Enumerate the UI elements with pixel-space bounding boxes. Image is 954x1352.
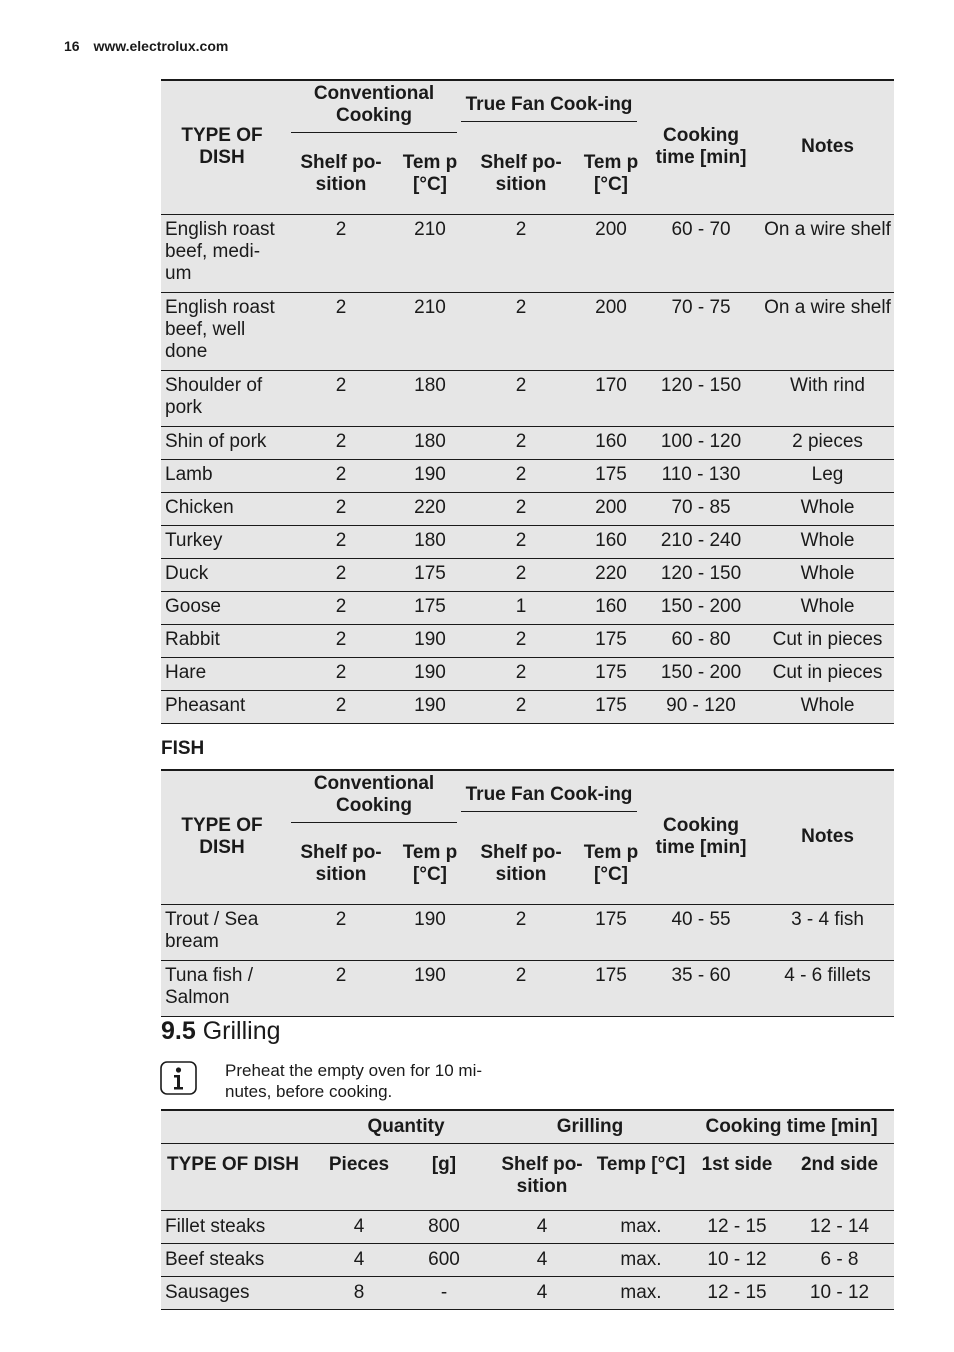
meat-cell-notes: Cut in pieces xyxy=(761,624,894,657)
meat-cell-fan-shelf: 2 xyxy=(461,214,581,292)
meat-cell-dish: Shoulder of pork xyxy=(161,370,283,426)
header-notes: Notes xyxy=(761,80,894,214)
fish-row xyxy=(161,904,894,960)
meat-row xyxy=(161,558,894,591)
meat-cell-notes: Cut in pieces xyxy=(761,657,894,690)
meat-cell-dish: Shin of pork xyxy=(161,426,283,459)
meat-cell-fan-temp: 175 xyxy=(581,690,641,723)
meat-cell-conv-temp: 190 xyxy=(399,459,461,492)
meat-cell-conv-shelf: 2 xyxy=(283,459,399,492)
meat-cell-notes: Whole xyxy=(761,492,894,525)
grill-cell-second: 10 - 12 xyxy=(785,1277,894,1310)
meat-cell-conv-temp: 190 xyxy=(399,624,461,657)
meat-cell-conv-temp: 180 xyxy=(399,370,461,426)
meat-cell-fan-temp: 200 xyxy=(581,292,641,370)
meat-cell-dish: Duck xyxy=(161,558,283,591)
meat-cell-conv-shelf: 2 xyxy=(283,591,399,624)
meat-cell-conv-temp: 180 xyxy=(399,426,461,459)
meat-cell-fan-shelf: 2 xyxy=(461,558,581,591)
fish-header-true-fan: True Fan Cook-ing xyxy=(461,770,641,824)
meat-cell-conv-shelf: 2 xyxy=(283,214,399,292)
grill-cell-temp: max. xyxy=(593,1211,689,1244)
grill-header-type-of-dish: TYPE OF DISH xyxy=(161,1144,321,1211)
fish-header-cooking-time: Cooking time [min] xyxy=(641,770,761,904)
grill-cell-grams: 600 xyxy=(397,1244,491,1277)
meat-cell-conv-temp: 175 xyxy=(399,558,461,591)
grill-cell-temp: max. xyxy=(593,1244,689,1277)
info-note: Preheat the empty oven for 10 mi-nutes, before cooking. xyxy=(225,1061,483,1101)
grill-row xyxy=(161,1211,894,1244)
fish-header-conventional: Conventional Cooking xyxy=(283,770,461,824)
header-type-of-dish: TYPE OF DISH xyxy=(161,80,283,214)
meat-cell-fan-temp: 170 xyxy=(581,370,641,426)
meat-cell-time: 70 - 75 xyxy=(641,292,761,370)
meat-cell-fan-temp: 200 xyxy=(581,492,641,525)
meat-cell-fan-shelf: 2 xyxy=(461,657,581,690)
fish-cell-fan-shelf: 2 xyxy=(461,904,581,960)
meat-cell-notes: 2 pieces xyxy=(761,426,894,459)
meat-cell-conv-temp: 220 xyxy=(399,492,461,525)
grill-header-pieces: Pieces xyxy=(321,1144,397,1211)
meat-cell-notes: Whole xyxy=(761,690,894,723)
grill-cell-second: 6 - 8 xyxy=(785,1244,894,1277)
grill-cell-first: 12 - 15 xyxy=(689,1277,785,1310)
fish-header-conv-temp: Tem p [°C] xyxy=(399,824,461,904)
meat-cell-conv-temp: 210 xyxy=(399,292,461,370)
meat-row xyxy=(161,591,894,624)
fish-cell-conv-temp: 190 xyxy=(399,960,461,1016)
meat-cell-dish: English roast beef, well done xyxy=(161,292,283,370)
grill-cell-dish: Beef steaks xyxy=(161,1244,321,1277)
fish-cell-dish: Trout / Sea bream xyxy=(161,904,283,960)
fish-cell-conv-temp: 190 xyxy=(399,904,461,960)
meat-cell-notes: On a wire shelf xyxy=(761,214,894,292)
grill-header-quantity: Quantity xyxy=(321,1110,491,1144)
meat-cell-fan-shelf: 2 xyxy=(461,292,581,370)
fish-cell-time: 35 - 60 xyxy=(641,960,761,1016)
meat-cell-conv-shelf: 2 xyxy=(283,292,399,370)
grill-header-first-side: 1st side xyxy=(689,1144,785,1211)
meat-cell-fan-temp: 175 xyxy=(581,624,641,657)
meat-cell-dish: English roast beef, medi-um xyxy=(161,214,283,292)
grill-header-grams: [g] xyxy=(397,1144,491,1211)
meat-cell-notes: Whole xyxy=(761,525,894,558)
header-fan-temp: Tem p [°C] xyxy=(581,134,641,214)
meat-cell-conv-temp: 180 xyxy=(399,525,461,558)
meat-cell-notes: With rind xyxy=(761,370,894,426)
meat-cell-fan-temp: 160 xyxy=(581,525,641,558)
grill-cell-first: 10 - 12 xyxy=(689,1244,785,1277)
grill-header-cooking-time: Cooking time [min] xyxy=(689,1110,894,1144)
grill-header-blank xyxy=(161,1110,321,1144)
fish-cell-notes: 3 - 4 fish xyxy=(761,904,894,960)
grill-cell-second: 12 - 14 xyxy=(785,1211,894,1244)
meat-cell-dish: Turkey xyxy=(161,525,283,558)
meat-cell-fan-shelf: 2 xyxy=(461,690,581,723)
meat-cell-notes: Leg xyxy=(761,459,894,492)
grill-cell-pieces: 8 xyxy=(321,1277,397,1310)
fish-cell-notes: 4 - 6 fillets xyxy=(761,960,894,1016)
meat-cell-conv-shelf: 2 xyxy=(283,657,399,690)
meat-cell-conv-shelf: 2 xyxy=(283,558,399,591)
grill-cell-temp: max. xyxy=(593,1277,689,1310)
meat-cell-conv-temp: 175 xyxy=(399,591,461,624)
fish-cooking-table xyxy=(161,769,894,1017)
fish-cell-fan-temp: 175 xyxy=(581,960,641,1016)
meat-cell-conv-shelf: 2 xyxy=(283,370,399,426)
meat-cell-dish: Chicken xyxy=(161,492,283,525)
fish-header-type-of-dish: TYPE OF DISH xyxy=(161,770,283,904)
meat-cell-time: 60 - 70 xyxy=(641,214,761,292)
meat-cell-conv-temp: 210 xyxy=(399,214,461,292)
page-number: 16 xyxy=(64,38,80,54)
meat-cell-conv-temp: 190 xyxy=(399,657,461,690)
meat-cell-notes: Whole xyxy=(761,558,894,591)
fish-cell-conv-shelf: 2 xyxy=(283,960,399,1016)
grill-cell-shelf: 4 xyxy=(491,1244,593,1277)
fish-heading: FISH xyxy=(161,738,205,759)
meat-cell-notes: On a wire shelf xyxy=(761,292,894,370)
section-label: Grilling xyxy=(202,1017,281,1045)
fish-cell-fan-temp: 175 xyxy=(581,904,641,960)
grill-header-shelf: Shelf po-sition xyxy=(491,1144,593,1211)
header-conv-shelf: Shelf po-sition xyxy=(283,134,399,214)
meat-cell-fan-temp: 175 xyxy=(581,459,641,492)
grill-header-temp: Temp [°C] xyxy=(593,1144,689,1211)
meat-row xyxy=(161,214,894,292)
fish-header-conv-shelf: Shelf po-sition xyxy=(283,824,399,904)
meat-row xyxy=(161,657,894,690)
grill-row xyxy=(161,1277,894,1310)
grill-row xyxy=(161,1244,894,1277)
site-url: www.electrolux.com xyxy=(93,38,229,54)
fish-cell-conv-shelf: 2 xyxy=(283,904,399,960)
grill-cell-shelf: 4 xyxy=(491,1277,593,1310)
grill-cell-pieces: 4 xyxy=(321,1211,397,1244)
grill-header-grilling: Grilling xyxy=(491,1110,689,1144)
meat-cell-dish: Goose xyxy=(161,591,283,624)
meat-cell-time: 70 - 85 xyxy=(641,492,761,525)
meat-row xyxy=(161,525,894,558)
meat-cell-time: 120 - 150 xyxy=(641,370,761,426)
fish-row xyxy=(161,960,894,1016)
header-true-fan: True Fan Cook-ing xyxy=(461,80,641,134)
meat-cell-conv-shelf: 2 xyxy=(283,492,399,525)
grill-cell-dish: Sausages xyxy=(161,1277,321,1310)
meat-cell-conv-temp: 190 xyxy=(399,690,461,723)
meat-cell-fan-shelf: 2 xyxy=(461,426,581,459)
meat-cell-fan-shelf: 2 xyxy=(461,525,581,558)
section-number: 9.5 xyxy=(161,1017,196,1045)
meat-cell-time: 110 - 130 xyxy=(641,459,761,492)
meat-row xyxy=(161,426,894,459)
fish-header-fan-shelf: Shelf po-sition xyxy=(461,824,581,904)
meat-row xyxy=(161,459,894,492)
meat-cell-time: 210 - 240 xyxy=(641,525,761,558)
meat-cell-fan-temp: 220 xyxy=(581,558,641,591)
meat-cell-time: 150 - 200 xyxy=(641,591,761,624)
meat-cell-time: 100 - 120 xyxy=(641,426,761,459)
fish-cell-dish: Tuna fish / Salmon xyxy=(161,960,283,1016)
meat-cell-notes: Whole xyxy=(761,591,894,624)
meat-cell-dish: Pheasant xyxy=(161,690,283,723)
meat-cell-conv-shelf: 2 xyxy=(283,426,399,459)
header-cooking-time: Cooking time [min] xyxy=(641,80,761,214)
grill-cell-grams: 800 xyxy=(397,1211,491,1244)
meat-cell-fan-temp: 175 xyxy=(581,657,641,690)
meat-cell-dish: Lamb xyxy=(161,459,283,492)
header-fan-shelf: Shelf po-sition xyxy=(461,134,581,214)
grill-cell-first: 12 - 15 xyxy=(689,1211,785,1244)
meat-cell-fan-temp: 200 xyxy=(581,214,641,292)
header-conv-temp: Tem p [°C] xyxy=(399,134,461,214)
page-header xyxy=(64,38,228,54)
fish-header-notes: Notes xyxy=(761,770,894,904)
meat-cell-fan-shelf: 1 xyxy=(461,591,581,624)
meat-cooking-table xyxy=(161,79,894,724)
meat-cell-time: 150 - 200 xyxy=(641,657,761,690)
meat-cell-time: 90 - 120 xyxy=(641,690,761,723)
meat-row xyxy=(161,624,894,657)
meat-cell-dish: Rabbit xyxy=(161,624,283,657)
grill-cell-shelf: 4 xyxy=(491,1211,593,1244)
meat-cell-conv-shelf: 2 xyxy=(283,624,399,657)
meat-cell-fan-temp: 160 xyxy=(581,426,641,459)
fish-cell-time: 40 - 55 xyxy=(641,904,761,960)
grilling-section-title xyxy=(161,1017,281,1046)
fish-cell-fan-shelf: 2 xyxy=(461,960,581,1016)
meat-cell-fan-shelf: 2 xyxy=(461,492,581,525)
grill-header-second-side: 2nd side xyxy=(785,1144,894,1211)
header-conventional: Conventional Cooking xyxy=(283,80,461,134)
meat-cell-conv-shelf: 2 xyxy=(283,525,399,558)
grilling-table xyxy=(161,1109,894,1310)
meat-cell-fan-shelf: 2 xyxy=(461,370,581,426)
fish-header-fan-temp: Tem p [°C] xyxy=(581,824,641,904)
meat-row xyxy=(161,690,894,723)
grill-cell-dish: Fillet steaks xyxy=(161,1211,321,1244)
meat-row xyxy=(161,370,894,426)
meat-cell-time: 120 - 150 xyxy=(641,558,761,591)
meat-cell-fan-temp: 160 xyxy=(581,591,641,624)
info-icon xyxy=(160,1061,197,1095)
meat-cell-conv-shelf: 2 xyxy=(283,690,399,723)
meat-cell-time: 60 - 80 xyxy=(641,624,761,657)
meat-row xyxy=(161,292,894,370)
grill-cell-grams: - xyxy=(397,1277,491,1310)
meat-row xyxy=(161,492,894,525)
meat-cell-fan-shelf: 2 xyxy=(461,624,581,657)
meat-cell-fan-shelf: 2 xyxy=(461,459,581,492)
grill-cell-pieces: 4 xyxy=(321,1244,397,1277)
meat-cell-dish: Hare xyxy=(161,657,283,690)
